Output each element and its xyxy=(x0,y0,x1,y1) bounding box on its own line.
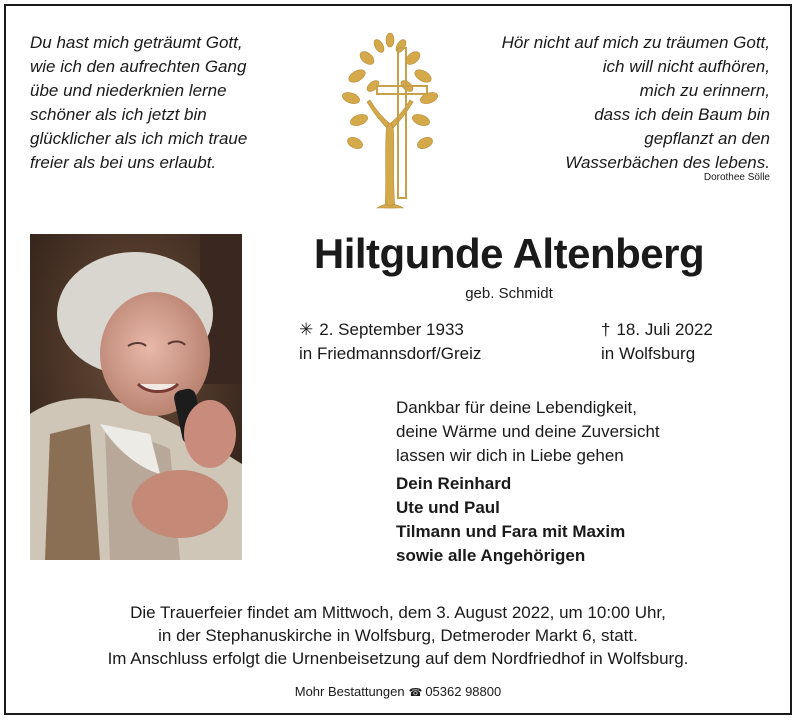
funeral-home-phone: 05362 98800 xyxy=(425,684,502,699)
poem-line: glücklicher als ich mich traue xyxy=(30,129,248,148)
mourner-entry: Dein Reinhard xyxy=(396,474,512,493)
poem-left xyxy=(30,31,247,175)
poem-line: dass ich dein Baum bin xyxy=(594,105,770,124)
funeral-home xyxy=(0,684,796,699)
funeral-home-name: Mohr Bestattungen xyxy=(294,684,405,699)
poem-line: ich will nicht aufhören, xyxy=(602,57,770,76)
poem-line: wie ich den aufrechten Gang xyxy=(30,57,247,76)
birth-date: 2. September 1933 xyxy=(319,320,464,339)
birth-info xyxy=(299,318,481,366)
service-info xyxy=(0,601,796,670)
mourners-list xyxy=(396,472,625,568)
service-line: Im Anschluss erfolgt die Urnenbeisetzung auf dem Nordfriedhof in Wolfsburg. xyxy=(107,649,689,668)
poem-author: Dorothee Sölle xyxy=(703,172,770,183)
birth-place: in Friedmannsdorf/Greiz xyxy=(299,344,482,363)
mourner-entry: Ute und Paul xyxy=(396,498,500,517)
poem-line: Wasserbächen des lebens. xyxy=(565,153,770,172)
poem-line: Du hast mich geträumt Gott, xyxy=(30,33,243,52)
poem-line: Hör nicht auf mich zu träumen Gott, xyxy=(501,33,770,52)
poem-line: schöner als ich jetzt bin xyxy=(30,105,207,124)
death-place: in Wolfsburg xyxy=(601,344,696,363)
poem-line: mich zu erinnern, xyxy=(639,81,770,100)
maiden-name: geb. Schmidt xyxy=(465,285,553,302)
service-line: in der Stephanuskirche in Wolfsburg, Detmeroder Markt 6, statt. xyxy=(158,626,638,645)
service-line: Die Trauerfeier findet am Mittwoch, dem 3. August 2022, um 10:00 Uhr, xyxy=(130,603,666,622)
death-cross-icon: † xyxy=(601,320,611,339)
mourner-entry: Tilmann und Fara mit Maxim xyxy=(396,522,626,541)
gratitude-line: Dankbar für deine Lebendigkeit, xyxy=(396,398,637,417)
death-date: 18. Juli 2022 xyxy=(616,320,713,339)
gratitude-line: lassen wir dich in Liebe gehen xyxy=(396,446,624,465)
tree-cross-icon xyxy=(337,28,443,210)
death-info xyxy=(601,318,713,366)
poem-line: gepflanzt an den xyxy=(644,129,770,148)
mourner-entry: sowie alle Angehörigen xyxy=(396,546,586,565)
portrait-photo xyxy=(30,234,242,560)
gratitude-text xyxy=(396,396,660,468)
poem-line: freier als bei uns erlaubt. xyxy=(30,153,217,172)
gratitude-line: deine Wärme und deine Zuversicht xyxy=(396,422,660,441)
deceased-name: Hiltgunde Altenberg xyxy=(313,230,705,277)
poem-right xyxy=(502,31,770,175)
phone-icon: ☎ xyxy=(408,687,423,699)
birth-star-icon: ✳ xyxy=(299,320,314,339)
poem-line: übe und niederknien lerne xyxy=(30,81,227,100)
